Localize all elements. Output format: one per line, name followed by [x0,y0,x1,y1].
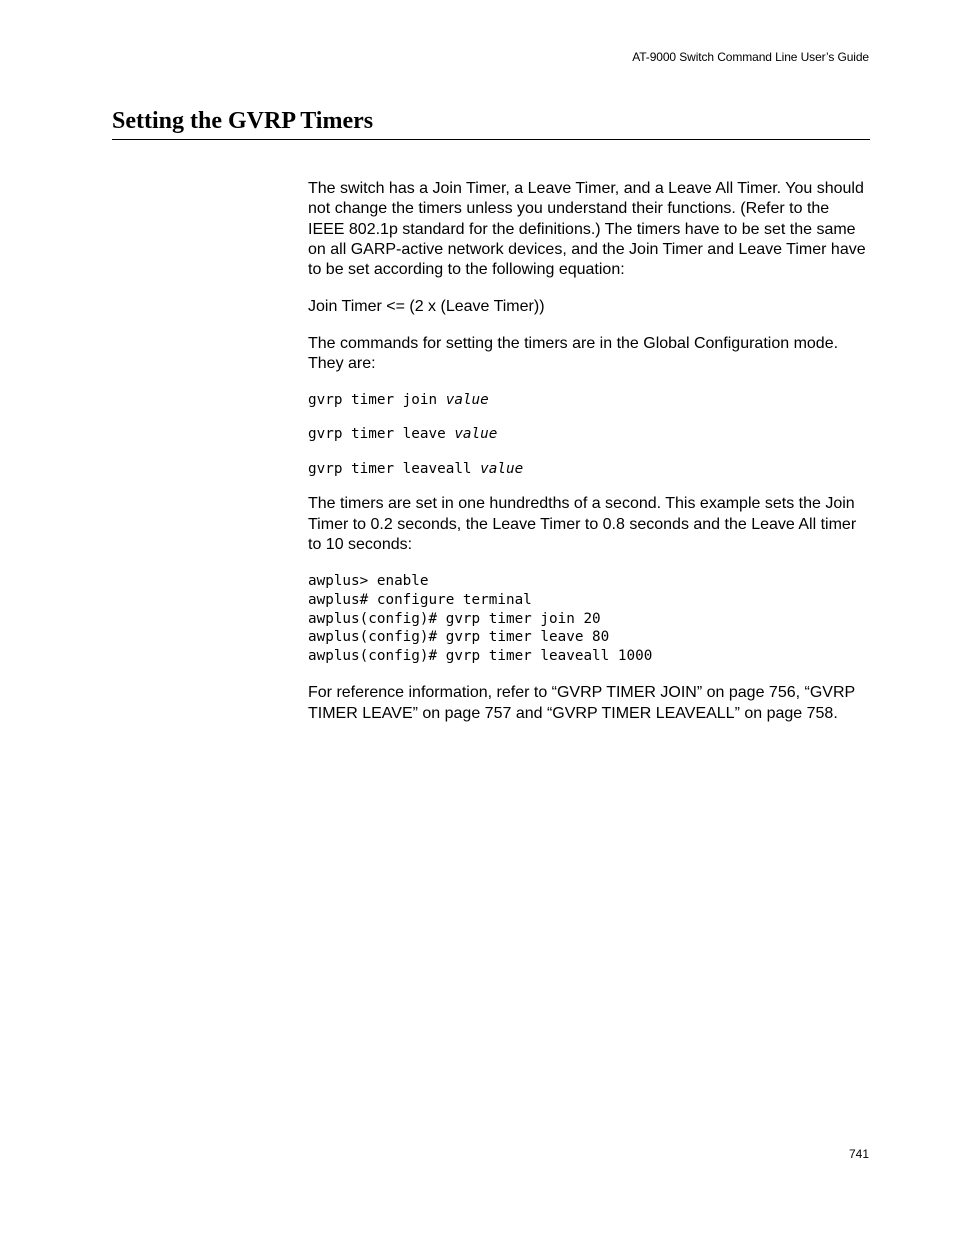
command-gvrp-timer-join [308,391,870,410]
code-line: awplus(config)# gvrp timer leave 80 [308,629,610,646]
code-line: awplus(config)# gvrp timer leaveall 1000 [308,648,653,665]
running-header: AT-9000 Switch Command Line User’s Guide [632,50,869,64]
example-code-block [308,572,870,667]
command-keyword: gvrp timer join [308,391,446,408]
command-argument: value [454,426,498,443]
page-number: 741 [848,1147,869,1161]
command-argument: value [480,460,524,477]
example-intro-paragraph: The timers are set in one hundredths of a second. This example sets the Join Timer to 0.2 seconds, the Leave Timer to 0.8 seconds and the Leave All timer to 10 seconds: [308,495,857,553]
command-gvrp-timer-leave [308,425,870,444]
code-line: awplus> enable [308,572,429,589]
reference-paragraph: For reference information, refer to “GVRP TIMER JOIN” on page 756, “GVRP TIMER LEAVE” on page 757 and “GVRP TIMER LEAVEALL” on page 758. [308,684,855,722]
command-gvrp-timer-leaveall [308,460,870,479]
code-line: awplus(config)# gvrp timer join 20 [308,610,601,627]
command-keyword: gvrp timer leaveall [308,460,481,477]
intro-paragraph: The switch has a Join Timer, a Leave Timer, and a Leave All Timer. You should not change the timers unless you understand their functions. (Refer to the IEEE 802.1p standard for the definitions.) The timers have to be set the same on all GARP-active network devices, and the Join Timer and Leave Timer have to be set according to the following equation: [308,180,866,279]
commands-intro-paragraph: The commands for setting the timers are in the Global Configuration mode. They are: [308,334,839,373]
code-line: awplus# configure terminal [308,591,532,608]
section-title: Setting the GVRP Timers [112,107,870,140]
timer-equation: Join Timer <= (2 x (Leave Timer)) [308,297,545,315]
command-argument: value [445,391,489,408]
command-keyword: gvrp timer leave [308,426,455,443]
section-body [308,179,870,740]
